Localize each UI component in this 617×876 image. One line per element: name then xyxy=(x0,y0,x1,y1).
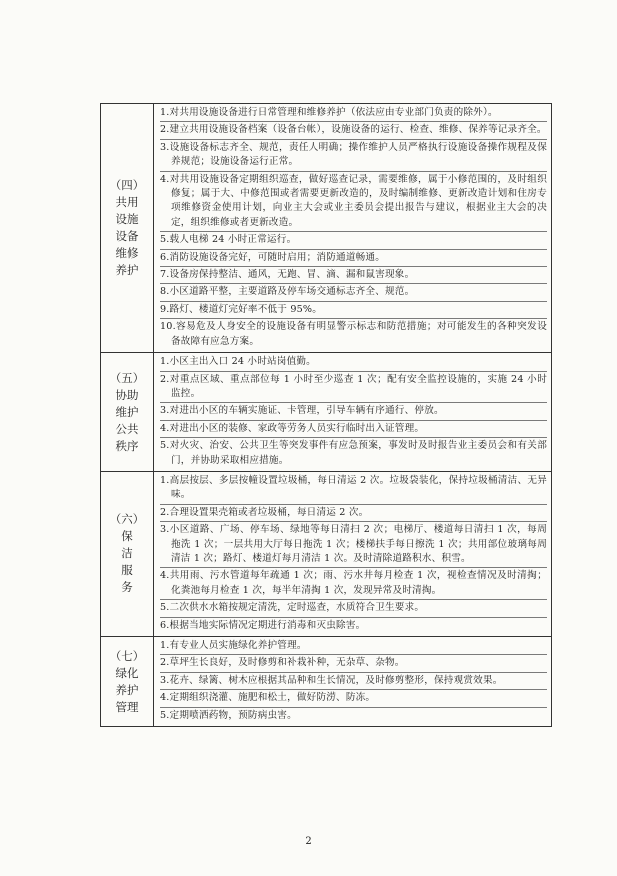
list-item: 3.花卉、绿篱、树木应根据其品种和生长情况，及时修剪整形，保持观赏效果。 xyxy=(160,674,547,690)
list-item: 4.对进出小区的装修、家政等劳务人员实行临时出入证管理。 xyxy=(160,422,547,438)
list-item: 2.草坪生长良好，及时修剪和补栽补种，无杂草、杂物。 xyxy=(160,656,547,672)
category-line: 保 xyxy=(121,529,133,544)
list-item: 6.根据当地实际情况定期进行消毒和灭虫除害。 xyxy=(160,619,366,631)
section-row-cleaning xyxy=(101,471,552,636)
category-line: 管理 xyxy=(115,699,139,714)
items-cell xyxy=(154,104,552,353)
category-cell xyxy=(101,637,154,727)
list-item: 5.载人电梯 24 小时正常运行。 xyxy=(160,233,547,249)
category-line: （五） xyxy=(109,370,145,385)
list-item: 5.对火灾、治安、公共卫生等突发事件有应急预案，事发时及时报告业主委员会和有关部门，并协助采取相应措施。 xyxy=(160,440,547,466)
list-item: 4.共用雨、污水管道每年疏通 1 次；雨、污水井每月检查 1 次，视检查情况及时清掏；化粪池每月检查 1 次，每半年清掏 1 次，发现异常及时清掏。 xyxy=(160,569,547,600)
list-item: 1.有专业人员实施绿化养护管理。 xyxy=(160,639,547,655)
category-line: 设备 xyxy=(115,229,139,244)
list-item: 10.容易危及人身安全的设施设备有明显警示标志和防范措施；对可能发生的各种突发设备故障有应急方案。 xyxy=(160,321,547,347)
list-item: 1.小区主出入口 24 小时站岗值勤。 xyxy=(160,355,547,371)
list-item: 1.对共用设施设备进行日常管理和维修养护（依法应由专业部门负责的除外）。 xyxy=(160,106,547,122)
list-item: 1.高层按层、多层按幢设置垃圾桶，每日清运 2 次。垃圾袋装化，保持垃圾桶清洁、无异味。 xyxy=(160,474,547,505)
category-line: 维修 xyxy=(115,246,139,261)
list-item: 4.定期组织浇灌、施肥和松土，做好防涝、防冻。 xyxy=(160,691,547,707)
category-line: 维护 xyxy=(115,404,139,419)
category-line: （四） xyxy=(109,178,145,193)
category-line: 公共 xyxy=(115,421,139,436)
category-cell xyxy=(101,353,154,472)
section-row-maintenance xyxy=(101,104,552,353)
list-item: 4.对共用设施设备定期组织巡查，做好巡查记录，需要维修，属于小修范围的，及时组织修复；属于大、中修范围或者需要更新改造的，及时编制维修、更新改造计划和住房专项维修资金使用计划，向业主大会或业主委员会提出报告与建议，根据业主大会的决定，组织维修或者更新改造。 xyxy=(160,173,547,233)
list-item: 7.设备房保持整洁、通风，无跑、冒、滴、漏和鼠害现象。 xyxy=(160,268,547,284)
category-line: 绿化 xyxy=(115,665,139,680)
list-item: 3.小区道路、广场、停车场、绿地等每日清扫 2 次；电梯厅、楼道每日清扫 1 次，每周拖洗 1 次；一层共用大厅每日拖洗 1 次；楼梯扶手每日擦洗 1 次；共用部位玻璃每周清洁 1 次；路灯、楼道灯每月清洁 1 次。及时清除道路积水、积雪。 xyxy=(160,523,547,568)
items-cell xyxy=(154,471,552,636)
section-row-greening xyxy=(101,637,552,727)
category-line: （六） xyxy=(109,512,145,527)
category-cell xyxy=(101,471,154,636)
list-item: 5.定期喷洒药物，预防病虫害。 xyxy=(160,709,297,721)
service-standards-table xyxy=(100,103,552,727)
category-line: 洁 xyxy=(121,546,133,561)
list-item: 9.路灯、楼道灯完好率不低于 95%。 xyxy=(160,303,547,319)
list-item: 8.小区道路平整，主要道路及停车场交通标志齐全、规范。 xyxy=(160,285,547,301)
items-cell xyxy=(154,637,552,727)
category-line: 务 xyxy=(121,580,133,595)
list-item: 6.消防设施设备完好，可随时启用；消防通道畅通。 xyxy=(160,251,547,267)
list-item: 3.设施设备标志齐全、规范，责任人明确；操作维护人员严格执行设施设备操作规程及保养规范；设施设备运行正常。 xyxy=(160,141,547,172)
category-line: 养护 xyxy=(115,682,139,697)
items-cell xyxy=(154,353,552,472)
list-item: 3.对进出小区的车辆实施证、卡管理，引导车辆有序通行、停放。 xyxy=(160,404,547,420)
list-item: 2.合理设置果壳箱或者垃圾桶，每日清运 2 次。 xyxy=(160,506,547,522)
category-line: 养护 xyxy=(115,263,139,278)
section-row-order xyxy=(101,353,552,472)
page-number: 2 xyxy=(305,836,312,847)
category-cell xyxy=(101,104,154,353)
list-item: 2.对重点区域、重点部位每 1 小时至少巡查 1 次；配有安全监控设施的，实施 24 小时监控。 xyxy=(160,373,547,404)
category-line: （七） xyxy=(109,648,145,663)
list-item: 5.二次供水水箱按规定清洗，定时巡查，水质符合卫生要求。 xyxy=(160,601,547,617)
category-line: 协助 xyxy=(115,387,139,402)
list-item: 2.建立共用设施设备档案（设备台帐），设施设备的运行、检查、维修、保养等记录齐全。 xyxy=(160,123,547,139)
category-line: 共用 xyxy=(115,195,139,210)
category-line: 服 xyxy=(121,563,133,578)
category-line: 设施 xyxy=(115,212,139,227)
category-line: 秩序 xyxy=(115,438,139,453)
